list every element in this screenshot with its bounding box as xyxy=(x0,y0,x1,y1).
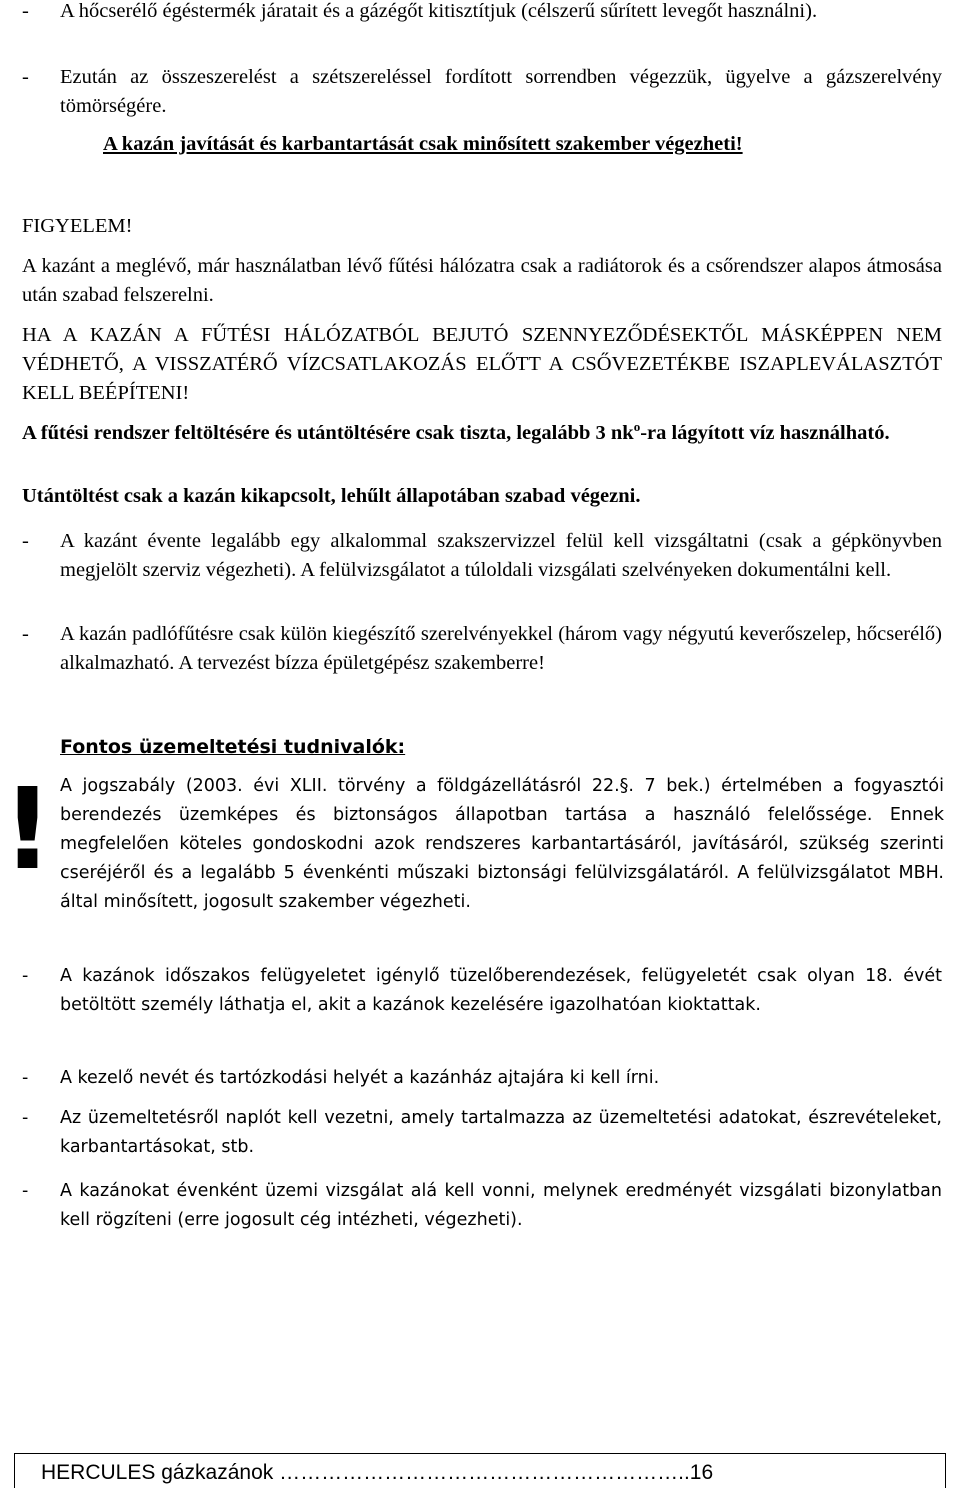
list-item xyxy=(22,620,942,678)
list-item xyxy=(22,962,942,1020)
list-dash: - xyxy=(22,66,29,88)
list-item-text: A kazánokat évenként üzemi vizsgálat alá kell vonni, melynek eredményét vizsgálati bizonylatban kell rögzíteni (erre jogosult cég intézheti, végezheti). xyxy=(60,1181,942,1230)
fill-water-text-end: -ra lágyított víz használható. xyxy=(640,422,890,444)
list-dash: - xyxy=(22,1181,29,1201)
page-footer xyxy=(14,1453,946,1488)
list-item xyxy=(22,1104,942,1162)
list-item-text: A hőcserélő égéstermék járatait és a gázégőt kitisztítjuk (célszerű sűrített levegőt használni). xyxy=(60,0,818,22)
caps-warning: HA A KAZÁN A FŰTÉSI HÁLÓZATBÓL BEJUTÓ SZENNYEZŐDÉSEKTŐL MÁSKÉPPEN NEM VÉDHETŐ, A VISSZATÉRŐ VÍZCSATLAKOZÁS ELŐTT A CSŐVEZETÉKBE ISZAPLEVÁLASZTÓT KELL BEÉPÍTENI! xyxy=(22,324,942,404)
footer-dots: ………………………………………………….. xyxy=(279,1461,690,1484)
page-number: 16 xyxy=(689,1461,714,1484)
network-paragraph: A kazánt a meglévő, már használatban lévő fűtési hálózatra csak a radiátorok és a csőrendszer alapos átmosása után szabad felszerelni. xyxy=(22,255,942,306)
list-item xyxy=(22,527,942,585)
degree-superscript: o xyxy=(633,419,641,435)
fill-water-paragraph xyxy=(22,419,942,448)
refill-note: Utántöltést csak a kazán kikapcsolt, lehűlt állapotában szabad végezni. xyxy=(22,485,641,507)
important-paragraph: A jogszabály (2003. évi XLII. törvény a földgázellátásról 22.§. 7 bek.) értelmében a fogyasztói berendezés üzemképes és biztonságos állapotban tartása a használó felelőssége. Ennek megfelelően köteles gondoskodni azok rendszeres karbantartásáról, javításáról, szükség szerinti cseréjéről és a legalább 5 évenkénti műszaki biztonsági felülvizsgálatáról. A felülvizsgálatot MBH. által minősített, jogosult szakember végezheti. xyxy=(60,776,944,912)
list-item-text: A kazánt évente legalább egy alkalommal szakszervizzel felül kell vizsgáltatni (csak a gépkönyvben megjelölt szerviz végezheti). A felülvizsgálatot a túloldali vizsgálati szelvényeken dokumentálni kell. xyxy=(60,530,942,581)
list-item-text: A kazán padlófűtésre csak külön kiegészítő szerelvényekkel (három vagy négyutú keverőszelep, hőcserélő) alkalmazható. A tervezést bízza épületgépész szakemberre! xyxy=(60,623,942,674)
list-dash: - xyxy=(22,0,29,22)
important-heading: Fontos üzemeltetési tudnivalók: xyxy=(60,736,406,758)
list-dash: - xyxy=(22,1108,29,1128)
list-item xyxy=(22,1177,942,1235)
exclamation-icon: ! xyxy=(2,765,54,895)
maintenance-warning: A kazán javítását és karbantartását csak minősített szakember végezheti! xyxy=(103,133,743,155)
attention-heading: FIGYELEM! xyxy=(22,215,133,237)
list-dash: - xyxy=(22,966,29,986)
list-item xyxy=(22,63,942,121)
list-dash: - xyxy=(22,530,29,552)
list-item xyxy=(22,0,942,26)
list-item-text: Az üzemeltetésről naplót kell vezetni, amely tartalmazza az üzemeltetési adatokat, észrevételeket, karbantartásokat, stb. xyxy=(60,1108,942,1157)
list-dash: - xyxy=(22,1068,29,1088)
list-item xyxy=(22,1064,942,1093)
footer-brand: HERCULES gázkazánok xyxy=(41,1461,274,1484)
fill-water-text: A fűtési rendszer feltöltésére és utántöltésére csak tiszta, legalább 3 nk xyxy=(22,422,634,444)
list-item-text: A kezelő nevét és tartózkodási helyét a kazánház ajtajára ki kell írni. xyxy=(60,1068,660,1088)
list-dash: - xyxy=(22,623,29,645)
list-item-text: A kazánok időszakos felügyeletet igénylő tüzelőberendezések, felügyeletét csak olyan 18. évét betöltött személy láthatja el, akit a kazánok kezelésére igazolhatóan kioktattak. xyxy=(60,966,942,1015)
footer-text xyxy=(41,1459,713,1487)
list-item-text: Ezután az összeszerelést a szétszereléssel fordított sorrendben végezzük, ügyelve a gázszerelvény tömörségére. xyxy=(60,66,942,117)
